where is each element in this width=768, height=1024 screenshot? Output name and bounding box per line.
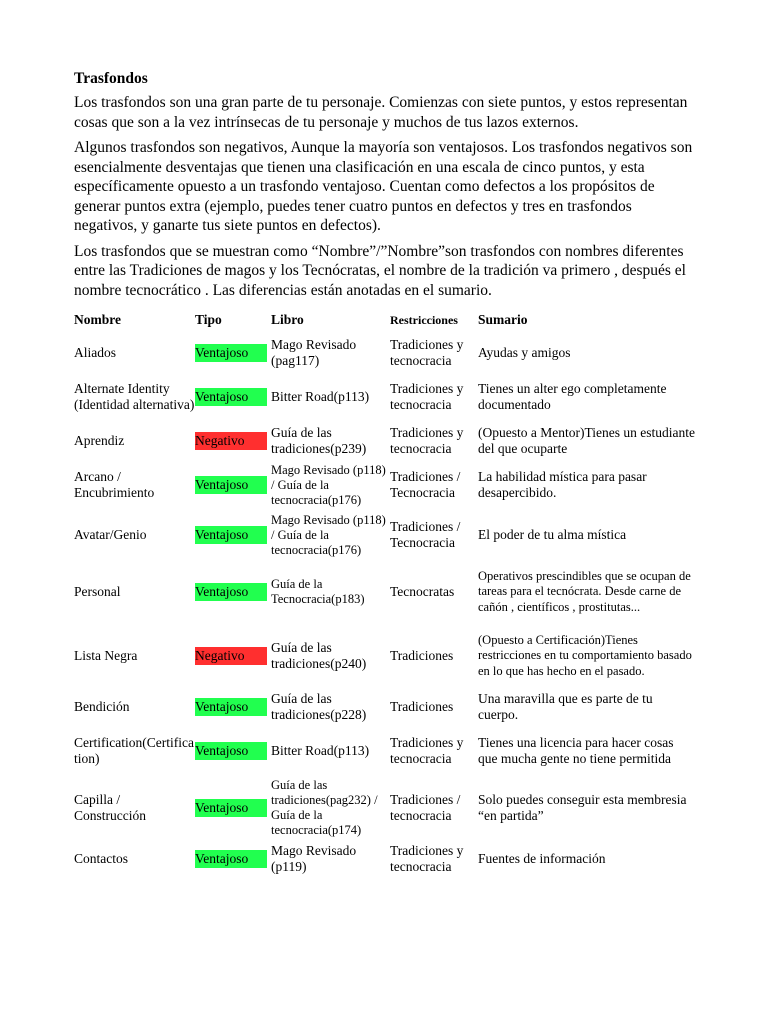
cell-tipo [195,840,271,878]
cell-nombre: Aliados [74,345,116,360]
naming-paragraph: Los trasfondos que se muestran como “Nombre”/”Nombre”son trasfondos con nombres diferentes entre las Tradiciones de magos y los Tecnócratas, el nombre de la tradición va primero , después el nombre tecnocrático . Las diferencias están anotadas en el sumario. [74,242,686,299]
cell-nombre: Arcano / Encubrimiento [74,469,155,500]
cell-libro: Guía de las tradiciones(pag232) / Guía de la tecnocracia(p174) [271,778,378,837]
tipo-badge: Ventajoso [195,742,267,760]
tipo-badge: Ventajoso [195,526,267,544]
table-row [74,840,696,878]
cell-sumario: (Opuesto a Certificación)Tienes restricciones en tu comportamiento basado en lo que has hecho en el pasado. [478,632,692,678]
tipo-badge: Ventajoso [195,799,267,817]
tipo-badge: Ventajoso [195,698,267,716]
cell-libro: Bitter Road(p113) [271,389,370,404]
cell-sumario: La habilidad mística para pasar desapercibido. [478,469,647,500]
cell-libro: Mago Revisado (pag117) [271,337,357,368]
cell-nombre: Capilla / Construcción [74,792,146,823]
cell-libro: Guía de las tradiciones(p240) [271,640,367,671]
header-nombre: Nombre [74,312,121,327]
cell-restricciones: Tradiciones y tecnocracia [390,735,464,766]
cell-nombre: Bendición [74,699,130,714]
cell-restricciones: Tradiciones y tecnocracia [390,843,464,874]
cell-sumario: El poder de tu alma mística [478,527,627,542]
intro-paragraph: Los trasfondos son una gran parte de tu personaje. Comienzas con siete puntos, y estos representan cosas que son a la vez intrínsecas de tu personaje y muchos de tus lazos externos. [74,94,688,131]
cell-restricciones: Tecnocratas [390,584,455,599]
cell-tipo [195,372,271,422]
cell-nombre: Contactos [74,851,128,866]
cell-tipo [195,334,271,372]
header-sumario: Sumario [478,312,528,327]
tipo-badge: Ventajoso [195,476,267,494]
tipo-badge: Negativo [195,432,267,450]
tipo-badge: Ventajoso [195,850,267,868]
cell-tipo [195,726,271,776]
table-row [74,560,696,624]
cell-libro: Guía de la Tecnocracia(p183) [271,577,365,606]
table-row [74,372,696,422]
cell-nombre: Aprendiz [74,433,125,448]
header-tipo: Tipo [195,312,222,327]
cell-restricciones: Tradiciones y tecnocracia [390,425,464,456]
cell-sumario: Operativos prescindibles que se ocupan de tareas para el tecnócrata. Desde carne de cañón , científicos , prostitutas... [478,568,691,614]
cell-restricciones: Tradiciones [390,699,454,714]
table-row [74,688,696,726]
cell-restricciones: Tradiciones / Tecnocracia [390,519,461,550]
table-row [74,422,696,460]
cell-libro: Bitter Road(p113) [271,743,370,758]
cell-tipo [195,460,271,510]
cell-sumario: Ayudas y amigos [478,345,571,360]
cell-tipo [195,624,271,688]
tipo-badge: Ventajoso [195,344,267,362]
cell-nombre: Alternate Identity (Identidad alternativa) [74,381,195,412]
cell-tipo [195,776,271,840]
cell-restricciones: Tradiciones y tecnocracia [390,381,464,412]
cell-libro: Mago Revisado (p118) / Guía de la tecnocracia(p176) [271,512,386,557]
table-row [74,460,696,510]
tipo-badge: Ventajoso [195,583,267,601]
cell-libro: Mago Revisado (p118) / Guía de la tecnocracia(p176) [271,462,386,507]
table-row [74,776,696,840]
cell-tipo [195,422,271,460]
cell-nombre: Certification(Certification) [74,735,194,766]
cell-nombre: Personal [74,584,121,599]
tipo-badge: Negativo [195,647,267,665]
table-row [74,510,696,560]
cell-restricciones: Tradiciones y tecnocracia [390,337,464,368]
table-header-row [74,306,696,334]
cell-restricciones: Tradiciones / Tecnocracia [390,469,461,500]
cell-libro: Mago Revisado (p119) [271,843,357,874]
cell-sumario: (Opuesto a Mentor)Tienes un estudiante del que ocuparte [478,425,695,456]
cell-sumario: Fuentes de información [478,851,606,866]
header-libro: Libro [271,312,304,327]
cell-restricciones: Tradiciones [390,648,454,663]
cell-tipo [195,510,271,560]
cell-libro: Guía de las tradiciones(p239) [271,425,367,456]
cell-sumario: Tienes un alter ego completamente documentado [478,381,667,412]
backgrounds-table [74,306,696,878]
negative-backgrounds-paragraph: Algunos trasfondos son negativos, Aunque la mayoría son ventajosos. Los trasfondos negativos son esencialmente desventajas que tienen una clasificación en una escala de cinco puntos, y esta específicamente opuesto a un trasfondo ventajoso. Cuentan como defectos a los propósitos de generar puntos extra (ejemplo, puedes tener cuatro puntos en defectos y tres en trasfondos negativos, y ganarte tus siete puntos en defectos). [74,139,693,234]
table-row [74,726,696,776]
table-row [74,334,696,372]
cell-sumario: Solo puedes conseguir esta membresia “en partida” [478,792,687,823]
cell-libro: Guía de las tradiciones(p228) [271,691,367,722]
cell-tipo [195,688,271,726]
tipo-badge: Ventajoso [195,388,267,406]
cell-restricciones: Tradiciones / tecnocracia [390,792,461,823]
cell-nombre: Lista Negra [74,648,138,663]
header-restricciones: Restricciones [390,313,458,327]
cell-sumario: Tienes una licencia para hacer cosas que mucha gente no tiene permitida [478,735,674,766]
cell-nombre: Avatar/Genio [74,527,147,542]
table-row [74,624,696,688]
cell-sumario: Una maravilla que es parte de tu cuerpo. [478,691,653,722]
document-content [74,69,696,878]
cell-tipo [195,560,271,624]
section-title: Trasfondos [74,70,148,87]
